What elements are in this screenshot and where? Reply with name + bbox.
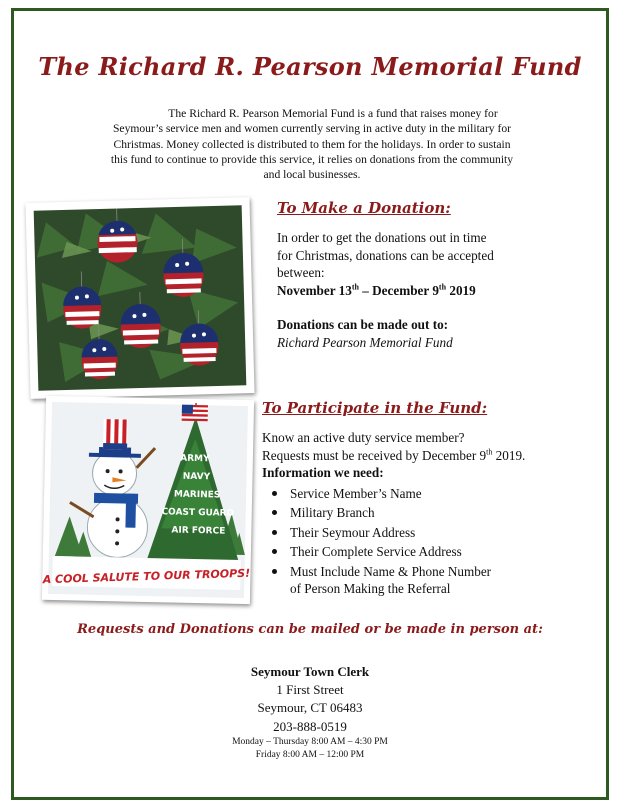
date-year: 2019 — [446, 282, 476, 298]
intro-line: this fund to continue to provide this service, it relies on donations from the community — [110, 152, 514, 166]
hours-friday: Friday 8:00 AM – 12:00 PM — [255, 749, 365, 760]
info-label: Information we need: — [262, 465, 384, 480]
donation-line: In order to get the donations out in time — [277, 230, 487, 245]
participate-heading: To Participate in the Fund: — [262, 399, 488, 417]
phone: 203-888-0519 — [273, 718, 347, 734]
participate-line2: Requests must be received by December 9th 2019. — [262, 447, 526, 463]
donation-line: between: — [277, 265, 325, 280]
list-item: Must Include Name & Phone Number of Person Making the Referral — [290, 563, 592, 598]
card-slogan: A COOL SALUTE TO OUR TROOPS! — [42, 566, 251, 587]
street: 1 First Street — [276, 682, 344, 698]
ornament-tree-image — [25, 197, 254, 399]
address-block — [0, 663, 620, 762]
date-start: November 13 — [277, 282, 352, 298]
page-title: The Richard R. Pearson Memorial Fund — [38, 52, 582, 81]
office-name: Seymour Town Clerk — [250, 664, 370, 679]
word-coast-guard: COAST GUARD — [161, 507, 235, 519]
word-navy: NAVY — [182, 471, 211, 483]
date-start-suffix: th — [351, 282, 359, 292]
intro-paragraph — [76, 106, 548, 182]
mail-heading: Requests and Donations can be mailed or be made in person at: — [77, 622, 543, 637]
donation-section — [277, 229, 577, 351]
payable-label: Donations can be made out to: — [277, 317, 449, 332]
word-army: ARMY — [180, 453, 210, 465]
donation-dates — [277, 282, 577, 300]
word-marines: MARINES — [173, 489, 221, 501]
participate-line1: Know an active duty service member? — [262, 430, 465, 445]
list-item: Military Branch — [290, 504, 592, 522]
payable-to: Richard Pearson Memorial Fund — [277, 334, 453, 350]
participate-section — [262, 429, 592, 598]
intro-line: and local businesses. — [263, 168, 361, 182]
donation-heading: To Make a Donation: — [277, 199, 451, 217]
word-air-force: AIR FORCE — [171, 525, 226, 537]
intro-line: Seymour’s service men and women currently serving in active duty in the military for — [112, 122, 512, 136]
city: Seymour, CT 06483 — [257, 700, 363, 716]
intro-line: Christmas. Money collected is distributed to them for the holidays. In order to sustain — [113, 137, 511, 151]
snowman-card-image — [42, 396, 254, 604]
list-item: Service Member’s Name — [290, 485, 592, 503]
info-list — [262, 485, 592, 598]
list-item: Their Complete Service Address — [290, 543, 592, 561]
intro-line: The Richard R. Pearson Memorial Fund is a fund that raises money for — [168, 107, 498, 120]
donation-line: for Christmas, donations can be accepted — [277, 247, 494, 263]
list-item: Their Seymour Address — [290, 524, 592, 542]
hours-weekday: Monday – Thursday 8:00 AM – 4:30 PM — [232, 736, 388, 747]
ornament-photo — [25, 197, 254, 399]
date-end: – December 9 — [358, 282, 439, 298]
snowman-card — [42, 396, 254, 604]
date-end-suffix: th — [438, 282, 447, 292]
list-item-continuation: of Person Making the Referral — [290, 581, 451, 596]
